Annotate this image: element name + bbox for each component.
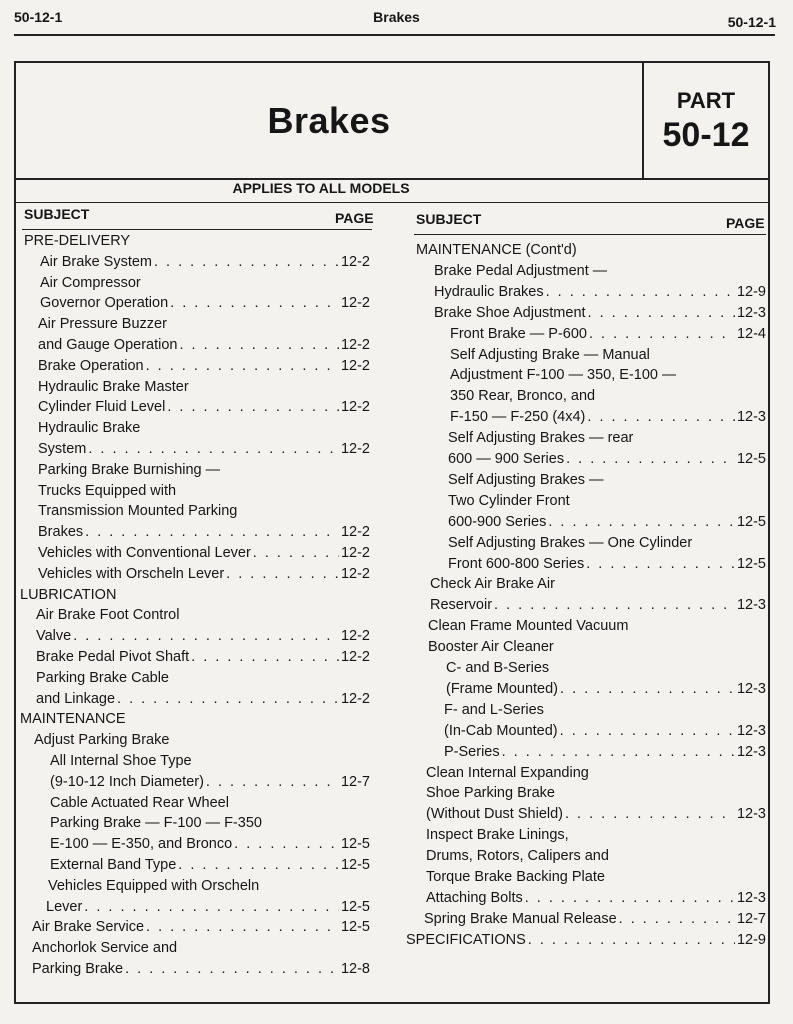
toc-entry-title: Air Brake System: [40, 253, 152, 270]
toc-entry-title: (Frame Mounted): [446, 680, 559, 697]
right-toc-entry: [426, 846, 609, 866]
dot-leader: [587, 407, 735, 427]
toc-entry-title: Self Adjusting Brake — Manual: [450, 346, 650, 363]
toc-entry-page: 12-2: [340, 295, 370, 312]
right-toc-entry: [426, 825, 569, 845]
dot-leader: [178, 855, 339, 875]
toc-entry-title: Brake Shoe Adjustment: [434, 304, 586, 321]
toc-entry-page: 12-5: [736, 451, 766, 467]
left-page-header: PAGE: [335, 210, 374, 226]
dot-leader: [154, 252, 339, 272]
left-toc-entry: [38, 543, 370, 563]
toc-entry-title: Air Pressure Buzzer: [38, 316, 167, 333]
toc-entry-page: 12-2: [340, 357, 370, 374]
dot-leader: [125, 959, 339, 979]
dot-leader: [546, 282, 735, 302]
toc-entry-title: Brakes: [38, 524, 84, 541]
dot-leader: [588, 303, 735, 323]
left-toc-entry: [20, 709, 126, 729]
right-toc-entry: [448, 491, 570, 511]
right-toc-entry: [426, 783, 555, 803]
header-rule: [14, 34, 775, 36]
left-toc-entry: [50, 855, 370, 875]
right-toc-entry: [450, 386, 595, 406]
toc-entry-title: Hydraulic Brakes: [434, 283, 544, 300]
toc-entry-page: 12-5: [340, 857, 370, 873]
toc-entry-title: Air Compressor: [40, 274, 141, 291]
left-toc-entry: [50, 793, 229, 813]
right-toc-entry: [450, 407, 766, 427]
right-toc-entry: [426, 867, 605, 887]
toc-entry-title: Valve: [36, 628, 72, 645]
dot-leader: [84, 897, 339, 917]
toc-entry-page: 12-3: [736, 889, 766, 906]
left-toc-entry: [38, 397, 370, 417]
left-toc-entry: [38, 356, 370, 376]
toc-entry-title: Parking Brake: [32, 961, 124, 977]
toc-entry-title: Adjust Parking Brake: [34, 732, 170, 749]
toc-entry-title: SPECIFICATIONS: [406, 931, 526, 948]
left-toc-entry: [32, 938, 177, 958]
dot-leader: [619, 909, 735, 929]
left-toc-entry: [36, 626, 370, 646]
left-toc-entry: [20, 585, 116, 605]
toc-entry-title: Clean Internal Expanding: [426, 764, 589, 781]
dot-leader: [73, 626, 339, 646]
right-toc-entry: [434, 303, 766, 323]
page-number-right: 50-12-1: [727, 14, 776, 30]
toc-entry-title: PRE-DELIVERY: [24, 233, 131, 249]
toc-entry-title: Air Brake Foot Control: [36, 607, 180, 624]
toc-entry-page: 12-2: [340, 690, 370, 707]
left-toc-entry: [24, 231, 130, 251]
left-toc-entry: [34, 730, 169, 750]
toc-entry-title: Reservoir: [430, 597, 493, 614]
dot-leader: [170, 293, 339, 313]
left-toc-entry: [38, 418, 140, 438]
toc-entry-title: Vehicles Equipped with Orscheln: [48, 877, 260, 894]
toc-entry-title: Vehicles with Orscheln Lever: [38, 565, 225, 582]
toc-entry-title: Self Adjusting Brakes — rear: [448, 430, 634, 447]
toc-entry-page: 12-3: [736, 806, 766, 823]
left-toc-entry: [38, 501, 237, 521]
applies-to-banner: APPLIES TO ALL MODELS: [232, 180, 410, 196]
right-toc-entry: [448, 428, 633, 448]
toc-entry-page: 12-3: [736, 680, 766, 697]
toc-entry-title: (In-Cab Mounted): [444, 722, 558, 739]
toc-entry-title: Check Air Brake Air: [430, 576, 555, 593]
toc-entry-title: LUBRICATION: [20, 586, 117, 603]
toc-entry-page: 12-2: [340, 649, 370, 665]
toc-entry-title: Governor Operation: [40, 295, 169, 312]
toc-entry-page: 12-2: [340, 441, 370, 457]
toc-entry-title: Self Adjusting Brakes — One Cylinder: [448, 534, 693, 551]
toc-entry-title: Cable Actuated Rear Wheel: [50, 794, 229, 811]
left-toc-entry: [38, 439, 370, 459]
left-toc-entry: [46, 897, 370, 917]
right-page-header: PAGE: [726, 215, 765, 231]
right-toc-entry: [430, 595, 766, 615]
toc-entry-title: and Gauge Operation: [38, 337, 178, 353]
left-toc-entry: [38, 335, 370, 355]
toc-entry-title: External Band Type: [50, 857, 177, 873]
dot-leader: [494, 595, 735, 615]
left-toc-entry: [38, 522, 370, 542]
right-toc-entry: [448, 512, 766, 532]
toc-entry-title: MAINTENANCE (Cont'd): [416, 242, 577, 258]
toc-entry-page: 12-2: [340, 524, 370, 541]
toc-entry-title: Self Adjusting Brakes —: [448, 471, 604, 488]
page-header: [0, 0, 793, 40]
right-subject-header: SUBJECT: [416, 211, 482, 227]
dot-leader: [586, 554, 735, 574]
dot-leader: [525, 888, 735, 908]
left-toc-entry: [38, 481, 176, 501]
right-toc-entry: [450, 365, 676, 385]
left-toc-entry: [48, 876, 259, 896]
part-label: PART: [676, 88, 736, 113]
toc-entry-page: 12-2: [340, 628, 370, 645]
toc-entry-title: Brake Operation: [38, 357, 144, 374]
page-number-left: 50-12-1: [14, 9, 63, 25]
right-toc-entry: [426, 888, 766, 908]
toc-entry-title: Hydraulic Brake Master: [38, 378, 189, 395]
dot-leader: [191, 647, 339, 667]
dot-leader: [502, 742, 735, 762]
dot-leader: [560, 679, 735, 699]
left-toc-entry: [36, 668, 169, 688]
toc-entry-title: 600 — 900 Series: [448, 451, 565, 467]
right-toc-entry: [446, 679, 766, 699]
toc-entry-page: 12-3: [736, 597, 766, 614]
right-toc-entry: [426, 763, 589, 783]
left-toc-entry: [38, 377, 189, 397]
right-toc-entry: [416, 240, 577, 260]
toc-entry-title: Front Brake — P-600: [450, 325, 587, 342]
right-toc-entry: [450, 324, 766, 344]
dot-leader: [528, 930, 735, 950]
toc-entry-title: Clean Frame Mounted Vacuum: [428, 618, 629, 635]
toc-entry-page: 12-5: [340, 898, 370, 915]
toc-entry-title: (9-10-12 Inch Diameter): [50, 773, 204, 790]
dot-leader: [146, 917, 339, 937]
right-toc-entry: [406, 930, 766, 950]
toc-entry-title: Parking Brake Burnishing —: [38, 461, 221, 478]
toc-entry-page: 12-5: [340, 919, 370, 936]
toc-entry-title: P-Series: [444, 743, 500, 760]
toc-entry-title: (Without Dust Shield): [426, 806, 563, 823]
toc-entry-title: Shoe Parking Brake: [426, 785, 555, 802]
toc-entry-page: 12-7: [340, 773, 370, 790]
right-toc-entry: [444, 721, 766, 741]
left-toc-entry: [50, 813, 262, 833]
dot-leader: [566, 449, 735, 469]
right-toc-entry: [448, 533, 692, 553]
left-toc-entry: [40, 293, 370, 313]
toc-entry-title: C- and B-Series: [446, 660, 550, 676]
right-toc-entry: [444, 700, 544, 720]
toc-entry-page: 12-8: [340, 961, 370, 977]
toc-entry-page: 12-2: [340, 565, 370, 582]
toc-entry-title: Transmission Mounted Parking: [38, 503, 238, 520]
left-toc-entry: [36, 605, 179, 625]
part-number: 50-12: [662, 116, 750, 154]
dot-leader: [589, 324, 735, 344]
toc-entry-title: Air Brake Service: [32, 919, 145, 936]
toc-entry-title: Two Cylinder Front: [448, 492, 570, 509]
dot-leader: [565, 804, 735, 824]
toc-entry-title: E-100 — E-350, and Bronco: [50, 836, 233, 853]
toc-entry-title: 600-900 Series: [448, 513, 547, 530]
toc-entry-title: and Linkage: [36, 690, 116, 707]
toc-entry-page: 12-5: [736, 513, 766, 530]
toc-entry-title: System: [38, 441, 87, 457]
dot-leader: [560, 721, 735, 741]
toc-entry-page: 12-9: [736, 283, 766, 300]
right-toc-entry: [434, 261, 607, 281]
toc-entry-title: F-150 — F-250 (4x4): [450, 409, 586, 426]
dot-leader: [226, 564, 339, 584]
dot-leader: [548, 512, 735, 532]
toc-entry-title: Parking Brake — F-100 — F-350: [50, 815, 262, 832]
left-toc-entry: [36, 647, 370, 667]
toc-entry-page: 12-3: [736, 304, 766, 321]
right-toc-entry: [446, 658, 549, 678]
toc-entry-page: 12-3: [736, 409, 766, 426]
dot-leader: [167, 397, 339, 417]
left-toc-entry: [40, 273, 141, 293]
right-toc-entry: [448, 449, 766, 469]
toc-entry-title: All Internal Shoe Type: [50, 753, 192, 769]
left-header-rule: [22, 229, 372, 230]
toc-entry-page: 12-4: [736, 325, 766, 342]
toc-entry-page: 12-3: [736, 743, 766, 760]
right-toc-entry: [428, 637, 554, 657]
toc-entry-title: Attaching Bolts: [426, 889, 523, 906]
left-toc-entry: [38, 460, 220, 480]
toc-entry-page: 12-7: [736, 910, 766, 927]
toc-entry-title: F- and L-Series: [444, 701, 544, 718]
toc-entry-title: Anchorlok Service and: [32, 940, 178, 957]
dot-leader: [117, 689, 339, 709]
toc-entry-title: Parking Brake Cable: [36, 669, 169, 686]
toc-entry-page: 12-2: [340, 253, 370, 270]
dot-leader: [146, 356, 339, 376]
toc-entry-page: 12-9: [736, 931, 766, 948]
left-subject-header: SUBJECT: [24, 206, 90, 222]
toc-entry-title: Spring Brake Manual Release: [424, 910, 617, 927]
toc-entry-page: 12-3: [736, 722, 766, 739]
toc-entry-title: MAINTENANCE: [20, 711, 126, 728]
toc-entry-title: Lever: [46, 898, 83, 915]
toc-entry-page: 12-2: [340, 399, 370, 416]
left-toc-entry: [32, 959, 370, 979]
left-toc-entry: [40, 252, 370, 272]
left-toc-entry: [38, 314, 167, 334]
left-toc-entry: [50, 834, 370, 854]
toc-entry-page: 12-5: [736, 555, 766, 572]
toc-entry-title: Adjustment F-100 — 350, E-100 —: [450, 367, 677, 384]
right-toc-entry: [444, 742, 766, 762]
right-toc-entry: [426, 804, 766, 824]
toc-entry-title: Vehicles with Conventional Lever: [38, 545, 251, 561]
toc-entry-title: 350 Rear, Bronco, and: [450, 388, 596, 405]
toc-entry-page: 12-2: [340, 545, 370, 561]
right-header-rule: [414, 234, 766, 235]
toc-entry-title: Cylinder Fluid Level: [38, 399, 166, 416]
toc-entry-title: Hydraulic Brake: [38, 420, 141, 437]
toc-entry-title: Front 600-800 Series: [448, 555, 585, 572]
dot-leader: [85, 522, 339, 542]
dot-leader: [253, 543, 339, 563]
right-toc-entry: [448, 554, 766, 574]
right-toc-entry: [424, 909, 766, 929]
page-title: Brakes: [267, 100, 391, 141]
applies-rule: [16, 202, 768, 203]
left-toc-entry: [50, 772, 370, 792]
toc-entry-title: Trucks Equipped with: [38, 482, 177, 499]
toc-entry-title: Brake Pedal Pivot Shaft: [36, 649, 190, 665]
toc-entry-title: Booster Air Cleaner: [428, 639, 554, 656]
right-toc-entry: [428, 616, 628, 636]
right-toc-entry: [430, 574, 555, 594]
toc-entry-title: Brake Pedal Adjustment —: [434, 262, 608, 279]
left-toc-entry: [38, 564, 370, 584]
dot-leader: [234, 834, 339, 854]
dot-leader: [88, 439, 339, 459]
right-toc-entry: [448, 470, 604, 490]
section-name: Brakes: [373, 9, 420, 25]
left-toc-entry: [36, 689, 370, 709]
right-toc-entry: [450, 345, 650, 365]
toc-entry-title: Drums, Rotors, Calipers and: [426, 848, 609, 865]
right-toc-entry: [434, 282, 766, 302]
toc-entry-title: Torque Brake Backing Plate: [426, 869, 605, 885]
left-toc-entry: [32, 917, 370, 937]
dot-leader: [206, 772, 339, 792]
toc-entry-page: 12-5: [340, 836, 370, 853]
left-toc-entry: [50, 751, 192, 771]
toc-entry-page: 12-2: [340, 337, 370, 353]
dot-leader: [179, 335, 339, 355]
toc-entry-title: Inspect Brake Linings,: [426, 827, 569, 844]
